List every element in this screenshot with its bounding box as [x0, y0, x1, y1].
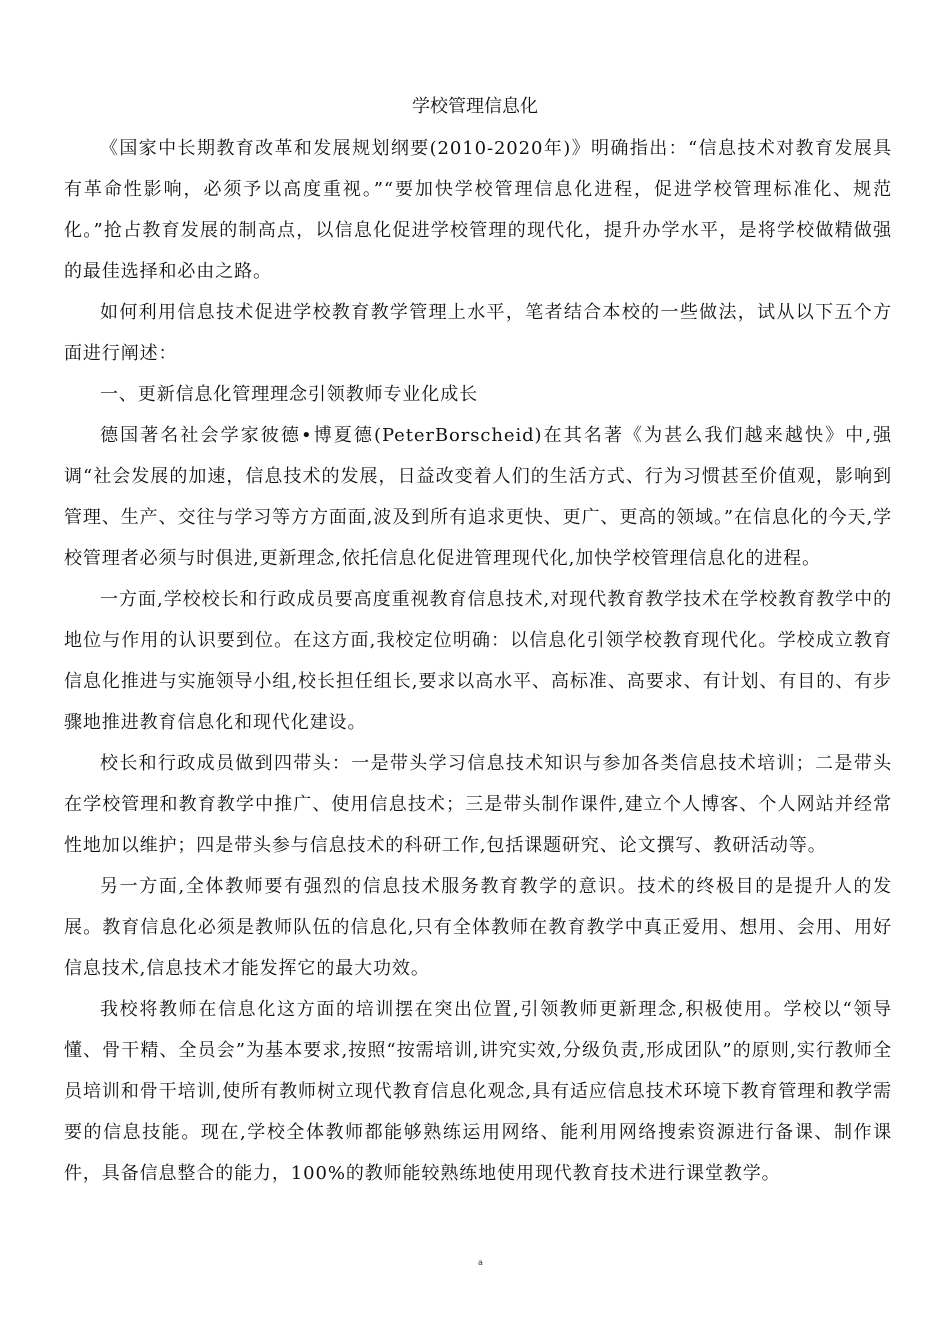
page-title: 学校管理信息化: [412, 96, 538, 117]
paragraph-overview: 如何利用信息技术促进学校教育教学管理上水平，笔者结合本校的一些做法，试从以下五个方面进行阐述：: [64, 302, 892, 364]
section-heading-1: 一、更新信息化管理理念引领教师专业化成长: [100, 384, 478, 405]
paragraph-training: 我校将教师在信息化这方面的培训摆在突出位置,引领教师更新理念,积极使用。学校以“领导懂、骨干精、全员会”为基本要求,按照“按需培训,讲究实效,分级负责,形成团队”的原则,实行教师全员培训和骨干培训,使所有教师树立现代教育信息化观念,具有适应信息技术环境下教育管理和教学需要的信息技能。现在,学校全体教师都能够熟练运用网络、能利用网络搜索资源进行备课、制作课件，具备信息整合的能力，100%的教师能较熟练地使用现代教育技术进行课堂教学。: [64, 999, 892, 1184]
paragraph-leadership: 一方面,学校校长和行政成员要高度重视教育信息技术,对现代教育教学技术在学校教育教学中的地位与作用的认识要到位。在这方面,我校定位明确：以信息化引领学校教育现代化。学校成立教育信息化推进与实施领导小组,校长担任组长,要求以高水平、高标准、高要求、有计划、有目的、有步骤地推进教育信息化和现代化建设。: [64, 589, 892, 733]
paragraph-intro: 《国家中长期教育改革和发展规划纲要(2010-2020年)》明确指出：“信息技术对教育发展具有革命性影响，必须予以高度重视。”“要加快学校管理信息化进程，促进学校管理标准化、规范化。”抢占教育发展的制高点，以信息化促进学校管理的现代化，提升办学水平，是将学校做精做强的最佳选择和必由之路。: [64, 138, 892, 282]
document-body: [64, 128, 892, 1194]
paragraph-borscheid: 德国著名社会学家彼德•博夏德(PeterBorscheid)在其名著《为甚么我们越来越快》中,强调“社会发展的加速，信息技术的发展，日益改变着人们的生活方式、行为习惯甚至价值观，影响到管理、生产、交往与学习等方方面面,波及到所有追求更快、更广、更高的领域。”在信息化的今天,学校管理者必须与时俱进,更新理念,依托信息化促进管理现代化,加快学校管理信息化的进程。: [64, 425, 892, 569]
paragraph-teachers: 另一方面,全体教师要有强烈的信息技术服务教育教学的意识。技术的终极目的是提升人的发展。教育信息化必须是教师队伍的信息化,只有全体教师在教育教学中真正爱用、想用、会用、用好信息技术,信息技术才能发挥它的最大功效。: [64, 876, 892, 979]
paragraph-four-leads: 校长和行政成员做到四带头：一是带头学习信息技术知识与参加各类信息技术培训；二是带头在学校管理和教育教学中推广、使用信息技术；三是带头制作课件,建立个人博客、个人网站并经常性地加以维护；四是带头参与信息技术的科研工作,包括课题研究、论文撰写、教研活动等。: [64, 753, 892, 856]
page-footer-mark: a: [478, 1258, 483, 1267]
